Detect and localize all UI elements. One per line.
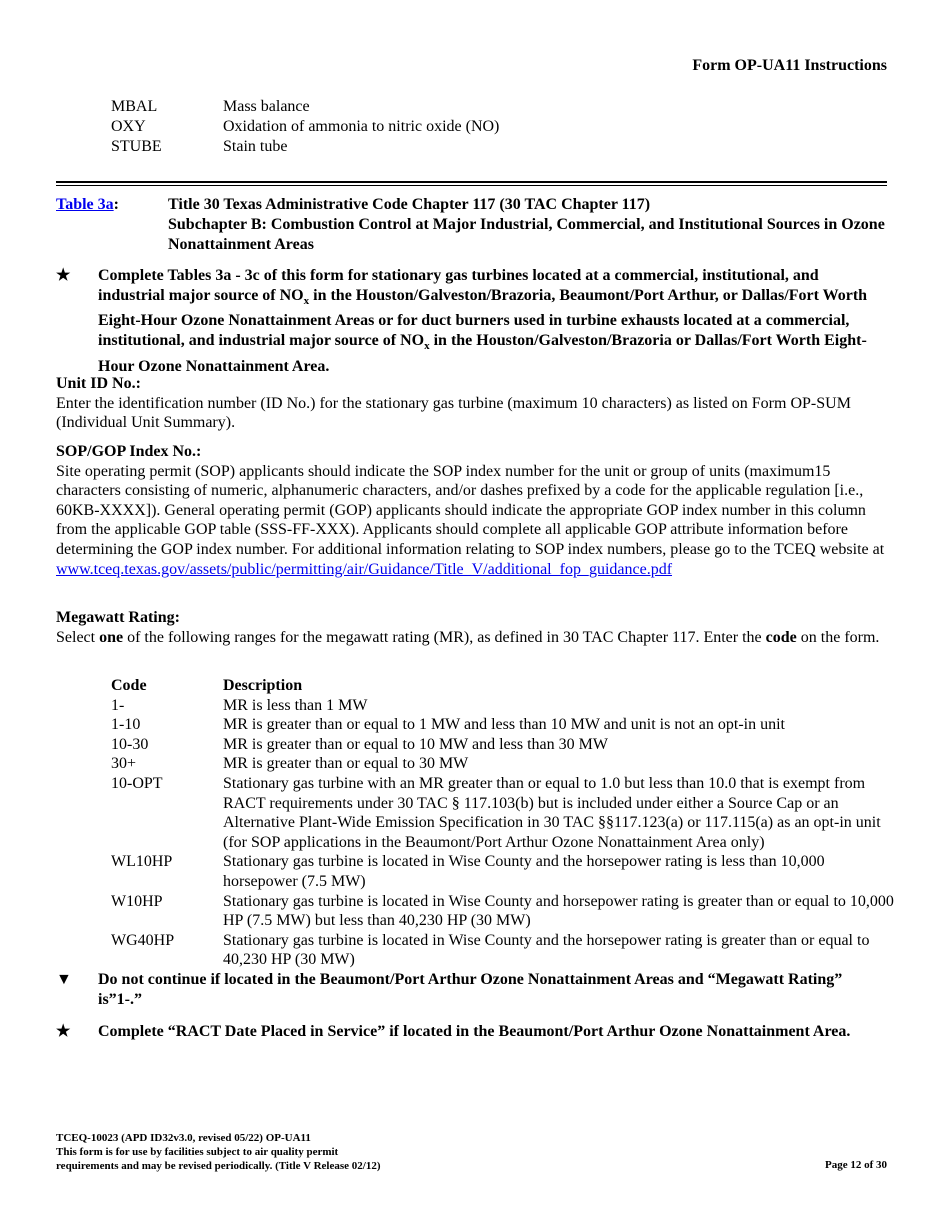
star-note-text: Complete “RACT Date Placed in Service” if located in the Beaumont/Port Arthur Ozone Nonattainment Area. <box>98 1023 851 1040</box>
table-row <box>111 931 901 970</box>
abbreviation-code: OXY <box>111 118 146 135</box>
code-cell: W10HP <box>111 892 163 910</box>
code-table-header <box>111 676 901 696</box>
table-title-line2: Subchapter B: Combustion Control at Major Industrial, Commercial, and Institutional Sources in Ozone Nonattainment Areas <box>168 216 885 253</box>
down-triangle-icon: ▼ <box>56 971 72 988</box>
section-divider <box>56 185 887 186</box>
sop-gop-heading: SOP/GOP Index No.: <box>56 443 202 460</box>
table-row <box>111 774 901 852</box>
megawatt-heading: Megawatt Rating: <box>56 609 180 626</box>
megawatt-body: Select one of the following ranges for the megawatt rating (MR), as defined in 30 TAC Chapter 117. Enter the code on the form. <box>56 628 880 646</box>
unit-id-body: Enter the identification number (ID No.) for the stationary gas turbine (maximum 10 characters) as listed on Form OP-SUM (Individual Unit Summary). <box>56 394 851 432</box>
table-row <box>111 696 901 716</box>
code-cell: 10-OPT <box>111 774 163 792</box>
code-cell: 30+ <box>111 755 137 773</box>
star-note <box>56 1022 887 1042</box>
table-3a-link[interactable]: Table 3a <box>56 196 114 213</box>
table-row <box>111 735 901 755</box>
unit-id-heading: Unit ID No.: <box>56 375 141 392</box>
star-note <box>56 266 887 376</box>
code-cell: 1-10 <box>111 716 141 734</box>
abbreviation-code: STUBE <box>111 138 162 155</box>
table-title-block <box>56 195 887 255</box>
tceq-guidance-link[interactable]: www.tceq.texas.gov/assets/public/permitting/air/Guidance/Title_V/additional_fop_guidance.pdf <box>56 560 673 578</box>
footer-line: requirements and may be revised periodically. (Title V Release 02/12) <box>56 1160 381 1172</box>
table-row <box>111 892 901 931</box>
abbreviation-row <box>111 97 499 117</box>
star-note-text: Complete Tables 3a - 3c of this form for stationary gas turbines located at a commercial, institutional, and industrial major source of $NO_x$ in the Houston/Galveston/Brazoria, Beaumont/Port Arthur, or Dallas/Fort Worth Eight-Hour Ozone Nonattainment Areas or for duct burners used in turbine exhausts located at a commercial, institutional, and industrial major source of $NO_x$ in the Houston/Galveston/Brazoria or Dallas/Fort Worth Eight-Hour Ozone Nonattainment Area. <box>98 267 868 375</box>
description-cell: Stationary gas turbine with an MR greater than or equal to 1.0 but less than 10.0 that is exempt from RACT requirements under 30 TAC § 117.103(b) but is included under either a Source Cap or an Alternative Plant-Wide Emission Specification in 30 TAC §§117.123(a) or 117.115(a) as an opt-in unit (for SOP applications in the Beaumont/Port Arthur Ozone Nonattainment Area only) <box>223 774 881 851</box>
abbreviation-list <box>111 97 499 157</box>
star-icon: ★ <box>56 1023 71 1040</box>
description-cell: MR is greater than or equal to 10 MW and less than 30 MW <box>223 735 608 753</box>
section-divider <box>56 181 887 183</box>
description-cell: MR is greater than or equal to 1 MW and less than 10 MW and unit is not an opt-in unit <box>223 716 785 734</box>
description-cell: Stationary gas turbine is located in Wise County and horsepower rating is greater than or equal to 10,000 HP (7.5 MW) but less than 40,230 HP (30 MW) <box>223 892 894 930</box>
abbreviation-desc: Oxidation of ammonia to nitric oxide (NO) <box>223 118 500 135</box>
description-cell: MR is greater than or equal to 30 MW <box>223 755 469 773</box>
description-cell: MR is less than 1 MW <box>223 696 368 714</box>
page-header-title: Form OP-UA11 Instructions <box>692 57 887 74</box>
form-footer <box>56 1131 380 1173</box>
megawatt-code-table <box>111 676 901 970</box>
table-row <box>111 852 901 891</box>
star-icon: ★ <box>56 267 71 284</box>
table-row <box>111 715 901 735</box>
megawatt-section <box>56 608 887 647</box>
abbreviation-row <box>111 117 499 137</box>
column-header-code: Code <box>111 677 147 694</box>
sop-gop-body: Site operating permit (SOP) applicants should indicate the SOP index number for the unit or group of units (maximum15 characters consisting of numeric, alphanumeric characters, and/or dashes prefixed by a code for the applicable regulation [i.e., 60KB-XXXX]). General operating permit (GOP) applicants should indicate the appropriate GOP index number in this column from the applicable GOP table (SSS-FF-XXX). Applicants should complete all applicable GOP attribute information before determining the GOP index number. For additional information relating to SOP index numbers, please go to the TCEQ website at <box>56 462 885 558</box>
abbreviation-desc: Stain tube <box>223 138 288 155</box>
table-title-line1: Title 30 Texas Administrative Code Chapter 117 (30 TAC Chapter 117) <box>168 196 651 213</box>
footer-line: This form is for use by facilities subject to air quality permit <box>56 1146 339 1158</box>
stop-note <box>56 970 887 1009</box>
abbreviation-code: MBAL <box>111 98 158 115</box>
table-link-colon: : <box>113 196 119 213</box>
abbreviation-desc: Mass balance <box>223 98 310 115</box>
stop-note-text: Do not continue if located in the Beaumont/Port Arthur Ozone Nonattainment Areas and “Megawatt Rating” is”1-.” <box>98 971 843 1008</box>
abbreviation-row <box>111 137 499 157</box>
code-cell: WL10HP <box>111 853 173 871</box>
description-cell: Stationary gas turbine is located in Wise County and the horsepower rating is less than 10,000 horsepower (7.5 MW) <box>223 853 825 890</box>
unit-id-section <box>56 374 887 433</box>
description-cell: Stationary gas turbine is located in Wise County and the horsepower rating is greater than or equal to 40,230 HP (30 MW) <box>223 931 870 969</box>
page-number: Page 12 of 30 <box>824 1159 887 1171</box>
sop-gop-section <box>56 442 887 579</box>
code-cell: 10-30 <box>111 735 149 753</box>
code-cell: WG40HP <box>111 931 175 949</box>
footer-line: TCEQ-10023 (APD ID32v3.0, revised 05/22) OP-UA11 <box>56 1132 311 1144</box>
column-header-description: Description <box>223 677 303 694</box>
code-cell: 1- <box>111 696 125 714</box>
table-row <box>111 754 901 774</box>
